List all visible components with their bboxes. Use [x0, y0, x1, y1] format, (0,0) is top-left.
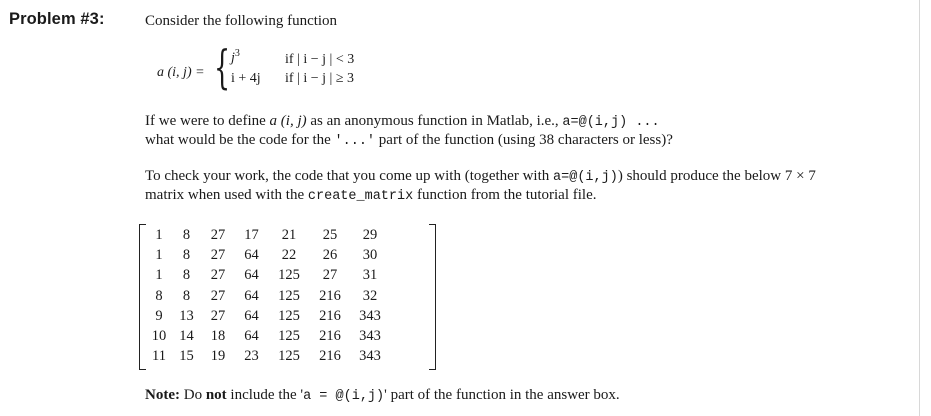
matrix-cell: 26 — [322, 246, 338, 263]
note-line: Note: Do not include the 'a = @(i,j)' part of the function in the answer box. — [145, 387, 620, 404]
matrix-left-bracket — [139, 224, 146, 370]
matrix-cell: 343 — [359, 348, 381, 365]
matrix-cell: 8 — [155, 287, 163, 304]
question-line-2: what would be the code for the '...' part of the function (using 38 characters or less)? — [145, 132, 673, 149]
matrix-cell: 64 — [244, 307, 259, 324]
matrix-cell: 1 — [155, 226, 163, 243]
matrix-cell: 27 — [210, 246, 226, 263]
matrix-row — [147, 286, 389, 306]
matrix-cell: 27 — [322, 267, 338, 284]
matrix-cell: 125 — [278, 287, 300, 304]
matrix-cell: 8 — [182, 287, 191, 304]
matrix-row — [147, 347, 389, 367]
matrix-cell: 25 — [322, 226, 338, 243]
matrix-cell: 19 — [210, 348, 226, 365]
check-line-2: matrix when used with the create_matrix function from the tutorial file. — [145, 187, 597, 204]
matrix-cell: 125 — [278, 267, 300, 284]
case1-condition: if | i − j | < 3 — [285, 52, 355, 67]
matrix-cell: 8 — [182, 226, 191, 243]
case2-condition: if | i − j | ≥ 3 — [285, 71, 355, 86]
matrix-cell: 8 — [182, 246, 191, 263]
inline-code: a=@(i,j) ... — [562, 115, 660, 130]
matrix-row — [147, 306, 389, 326]
matrix-cell: 15 — [179, 348, 194, 365]
matrix-cell: 13 — [179, 307, 194, 324]
inline-code: a=@(i,j) — [553, 170, 618, 185]
problem-title: Problem #3: — [9, 10, 105, 28]
case1-expression: $j^3$ — [231, 48, 240, 66]
matrix-cell: 21 — [281, 226, 297, 243]
problem-intro: Consider the following function — [145, 13, 338, 29]
question-line-1: If we were to define a (i, j) as an anonymous function in Matlab, i.e., a=@(i,j) ... — [145, 113, 660, 130]
inline-code: '...' — [334, 134, 376, 149]
matrix-cell: 29 — [362, 226, 378, 243]
equation-lhs: a (i, j) = — [157, 65, 205, 80]
matrix-cell: 216 — [319, 328, 341, 345]
matrix-cell: 11 — [152, 348, 166, 365]
matrix-cell: 9 — [155, 307, 163, 324]
matrix-cell: 125 — [278, 307, 300, 324]
matrix-cell: 14 — [179, 328, 194, 345]
matrix-cell: 27 — [210, 307, 226, 324]
matrix-cell: 64 — [244, 328, 259, 345]
matrix-cell: 64 — [244, 267, 259, 284]
matrix-cell: 27 — [210, 287, 226, 304]
matrix-right-bracket — [429, 224, 436, 370]
matrix-cell: 22 — [281, 246, 297, 263]
matrix-cell: 343 — [359, 307, 381, 324]
matrix-cell: 216 — [319, 307, 341, 324]
matrix-cell: 27 — [210, 267, 226, 284]
matrix-cell: 125 — [278, 328, 300, 345]
matrix-cell: 1 — [155, 267, 163, 284]
matrix-row — [147, 225, 389, 245]
matrix-row — [147, 326, 389, 346]
matrix-cell: 17 — [244, 226, 259, 243]
matrix-cell: 23 — [244, 348, 259, 365]
matrix-row — [147, 245, 389, 265]
expected-matrix — [139, 224, 436, 368]
inline-code: a = @(i,j) — [303, 389, 385, 404]
matrix-cell: 216 — [319, 348, 341, 365]
matrix-cell: 30 — [362, 246, 378, 263]
matrix-cell: 64 — [244, 246, 259, 263]
matrix-row — [147, 266, 389, 286]
matrix-cell: 125 — [278, 348, 300, 365]
matrix-cell: 27 — [210, 226, 226, 243]
equation-brace: { — [214, 40, 231, 94]
check-line-1: To check your work, the code that you come up with (together with a=@(i,j)) should produce the below 7 × 7 — [145, 168, 816, 185]
case2-expression: i + 4j — [231, 71, 261, 86]
matrix-cell: 216 — [319, 287, 341, 304]
matrix-table — [147, 225, 389, 367]
matrix-cell: 8 — [182, 267, 191, 284]
matrix-cell: 64 — [244, 287, 259, 304]
matrix-cell: 32 — [362, 287, 378, 304]
inline-code: create_matrix — [307, 189, 414, 204]
matrix-cell: 1 — [155, 246, 163, 263]
matrix-cell: 343 — [359, 328, 381, 345]
matrix-cell: 31 — [362, 267, 378, 284]
matrix-cell: 18 — [210, 328, 226, 345]
matrix-cell: 10 — [151, 328, 167, 345]
